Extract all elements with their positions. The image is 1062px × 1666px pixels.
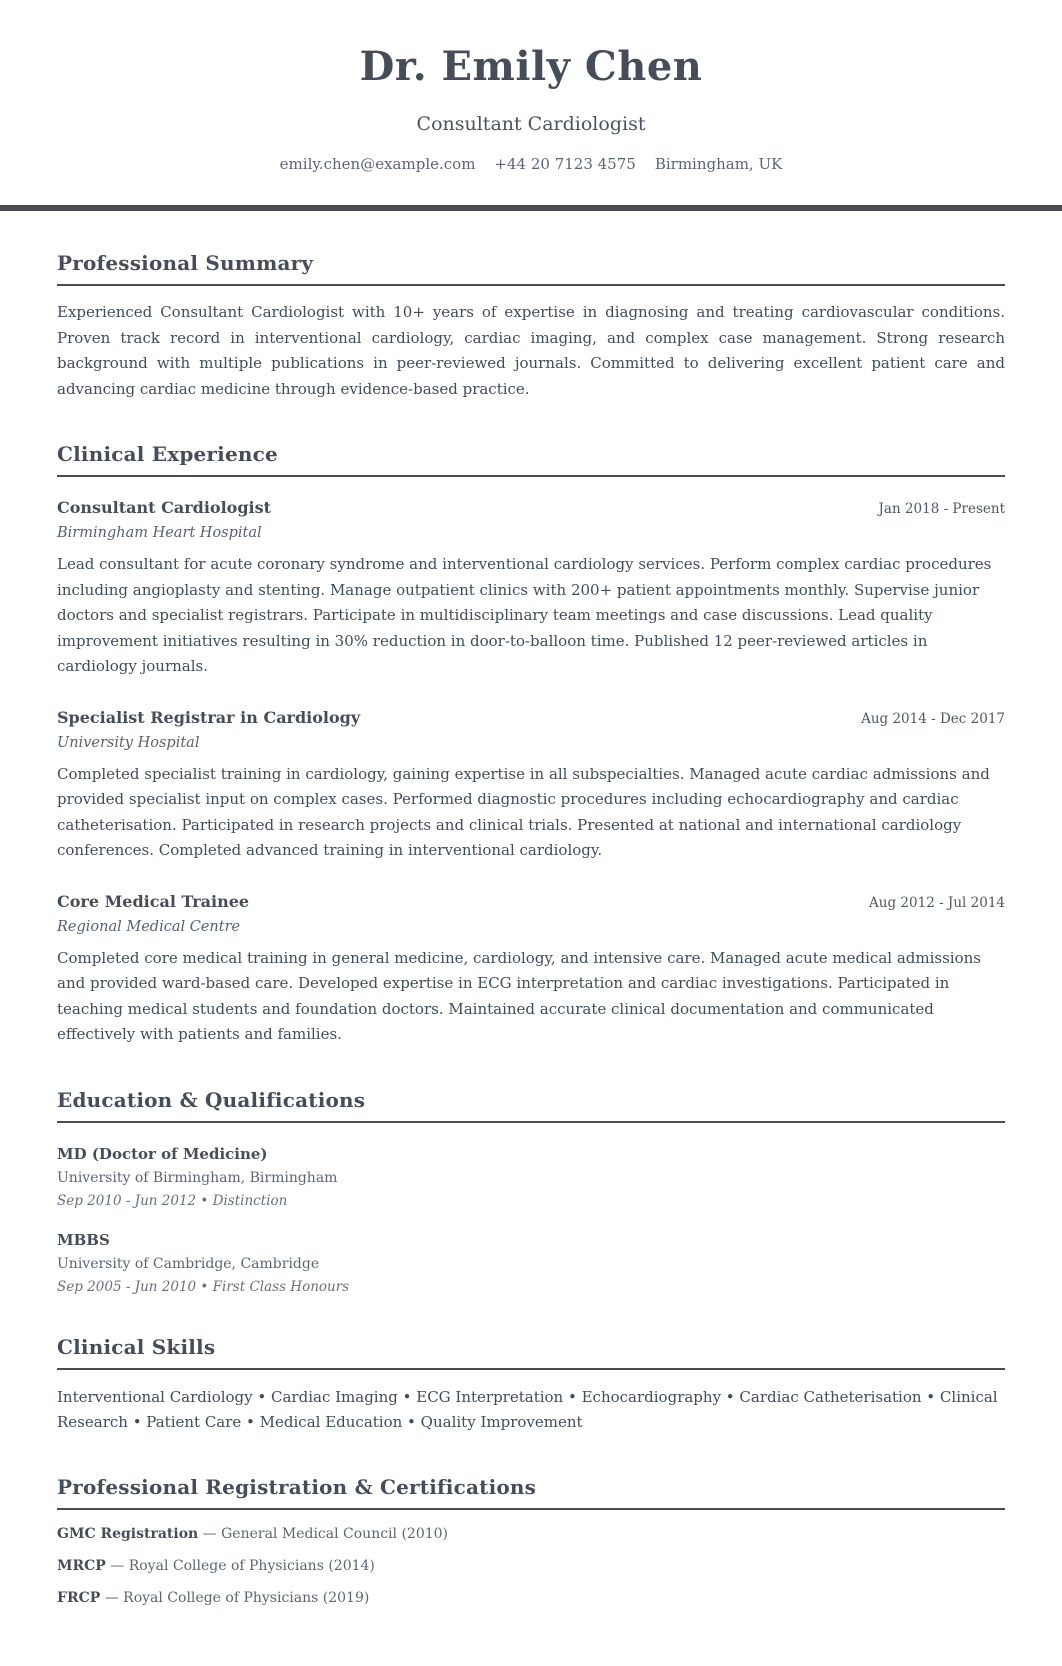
education-degree: MD (Doctor of Medicine) <box>57 1144 268 1163</box>
job-head <box>57 892 1005 911</box>
summary-text: Experienced Consultant Cardiologist with 10+ years of expertise in diagnosing and treating cardiovascular conditions. Proven track record in interventional cardiology, cardiac imaging, and complex case management. Strong research background with multiple publications in peer-reviewed journals. Committed to delivering excellent patient care and advancing cardiac medicine through evidence-based practice. <box>57 303 1005 398</box>
certification-item <box>57 1558 1005 1574</box>
job-dates: Aug 2014 - Dec 2017 <box>861 710 1005 727</box>
header-divider <box>0 205 1062 211</box>
contact-row <box>0 155 1062 173</box>
certification-item <box>57 1590 1005 1606</box>
certification-detail: — Royal College of Physicians (2014) <box>110 1557 375 1574</box>
education-institution: University of Birmingham, Birmingham <box>57 1169 338 1186</box>
certification-name: FRCP <box>57 1589 101 1606</box>
job-company: Regional Medical Centre <box>57 918 241 935</box>
certification-name: GMC Registration <box>57 1525 199 1542</box>
certification-detail: — Royal College of Physicians (2019) <box>104 1589 370 1606</box>
job-head <box>57 498 1005 517</box>
section-education <box>57 1088 1005 1295</box>
job-company: University Hospital <box>57 734 200 751</box>
section-summary <box>57 251 1005 402</box>
job-head <box>57 708 1005 727</box>
contact-email: emily.chen@example.com <box>279 155 476 173</box>
resume-body <box>0 251 1062 1666</box>
certification-list <box>57 1526 1005 1606</box>
skills-heading: Clinical Skills <box>57 1335 1005 1370</box>
education-degree: MBBS <box>57 1230 110 1249</box>
job-entry <box>57 498 1005 680</box>
resume-header <box>0 0 1062 173</box>
education-entry <box>57 1231 1005 1295</box>
job-description: Completed specialist training in cardiology, gaining expertise in all subspecialties. Managed acute cardiac admissions and provided specialist input on complex cases. Performed diagnostic procedures including echocardiography and cardiac catheterisation. Participated in research projects and clinical trials. Presented at national and international cardiology conferences. Completed advanced training in interventional cardiology. <box>57 764 990 859</box>
job-company: Birmingham Heart Hospital <box>57 525 262 541</box>
job-title: Consultant Cardiologist <box>57 498 271 517</box>
job-dates: Aug 2012 - Jul 2014 <box>869 894 1005 911</box>
job-title: Core Medical Trainee <box>57 891 250 911</box>
candidate-name: Dr. Emily Chen <box>359 43 703 90</box>
job-title: Specialist Registrar in Cardiology <box>57 707 361 727</box>
education-details: Sep 2010 - Jun 2012 • Distinction <box>57 1192 288 1209</box>
contact-phone: +44 20 7123 4575 <box>494 155 636 173</box>
job-dates: Jan 2018 - Present <box>878 501 1005 517</box>
job-description: Lead consultant for acute coronary syndrome and interventional cardiology services. Perform complex cardiac procedures including angioplasty and stenting. Manage outpatient clinics with 200+ patient appointments monthly. Supervise junior doctors and specialist registrars. Participate in multidisciplinary team meetings and case discussions. Lead quality improvement initiatives resulting in 30% reduction in door-to-balloon time. Published 12 peer-reviewed articles in cardiology journals. <box>57 555 992 675</box>
certification-detail: — General Medical Council (2010) <box>202 1525 449 1542</box>
certifications-heading: Professional Registration & Certifications <box>57 1475 1005 1510</box>
section-skills <box>57 1335 1005 1435</box>
section-certifications <box>57 1475 1005 1606</box>
skills-text: Interventional Cardiology • Cardiac Imaging • ECG Interpretation • Echocardiography • Cardiac Catheterisation • Clinical Research • Patient Care • Medical Education • Quality Improvement <box>57 1387 998 1431</box>
candidate-headline: Consultant Cardiologist <box>416 113 646 135</box>
education-details: Sep 2005 - Jun 2010 • First Class Honours <box>57 1278 350 1295</box>
job-entry <box>57 892 1005 1048</box>
education-institution: University of Cambridge, Cambridge <box>57 1255 320 1272</box>
certification-item <box>57 1526 1005 1542</box>
education-heading: Education & Qualifications <box>57 1088 1005 1123</box>
job-entry <box>57 708 1005 864</box>
experience-heading: Clinical Experience <box>57 442 1005 477</box>
job-description: Completed core medical training in general medicine, cardiology, and intensive care. Managed acute medical admissions and provided ward-based care. Developed expertise in ECG interpretation and cardiac investigations. Participated in teaching medical students and foundation doctors. Maintained accurate clinical documentation and communicated effectively with patients and families. <box>57 948 981 1043</box>
summary-heading: Professional Summary <box>57 251 1005 286</box>
section-experience <box>57 442 1005 1048</box>
contact-location: Birmingham, UK <box>654 155 783 173</box>
education-entry <box>57 1145 1005 1209</box>
certification-name: MRCP <box>57 1557 106 1574</box>
